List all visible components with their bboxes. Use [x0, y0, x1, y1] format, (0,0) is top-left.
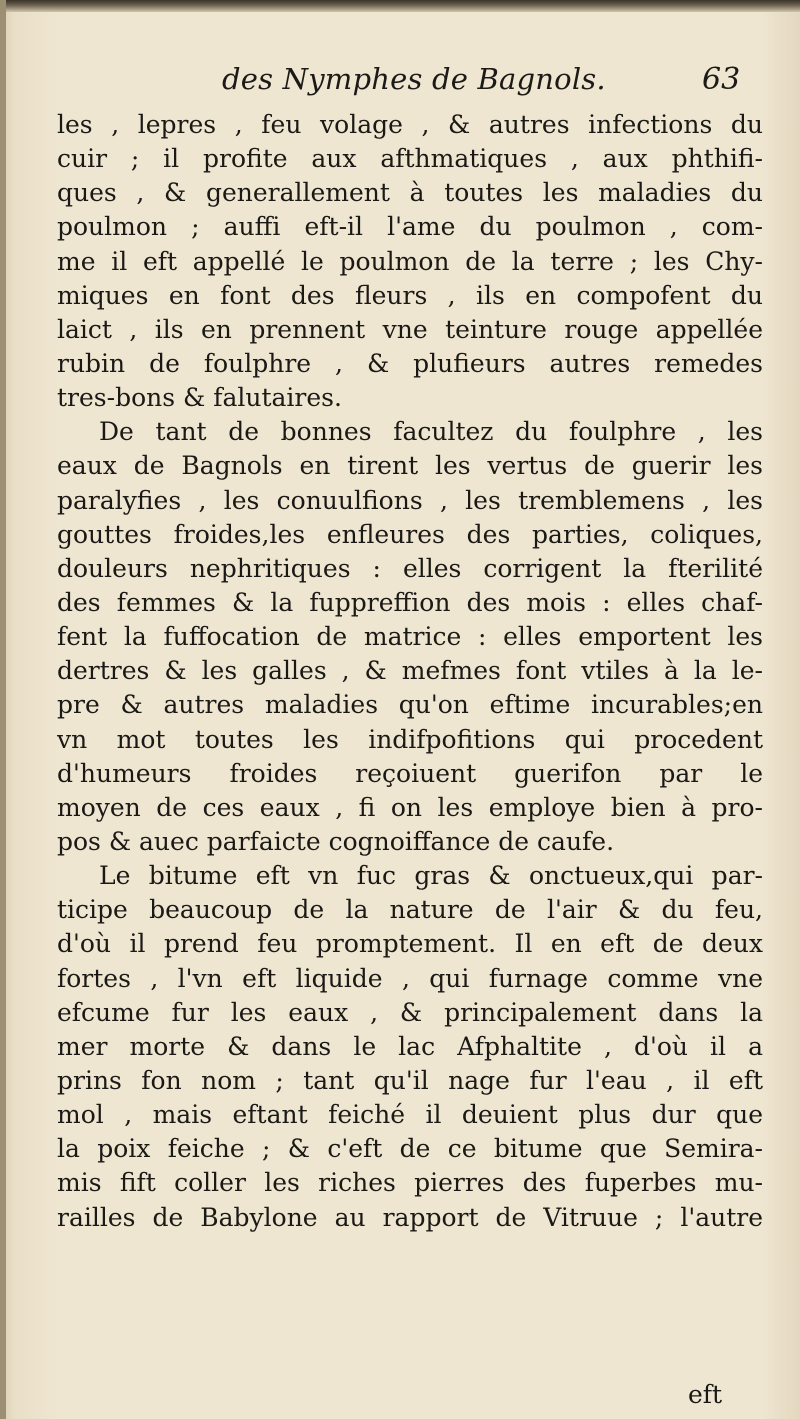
text-line: fent la fuffocation de matrice : elles emportent les [57, 622, 763, 652]
text-line: mis fift coller les riches pierres des fuperbes mu- [57, 1168, 763, 1198]
text-line: laict , ils en prennent vne teinture rouge appellée [57, 314, 763, 344]
text-line: Le bitume eft vn fuc gras & onctueux,qui par- [99, 861, 763, 891]
text-line: d'où il prend feu promptement. Il en eft de deux [57, 929, 763, 959]
text-line: gouttes froides,les enfleures des parties, coliques, [57, 519, 763, 549]
text-line: eaux de Bagnols en tirent les vertus de guerir les [57, 451, 763, 481]
running-title: des Nymphes de Bagnols. [222, 62, 606, 96]
text-line: fortes , l'vn eft liquide , qui furnage comme vne [57, 963, 763, 993]
text-line: me il eft appellé le poulmon de la terre ; les Chy- [57, 246, 763, 276]
running-head [0, 62, 800, 102]
text-line: railles de Babylone au rapport de Vitruue ; l'autre [57, 1202, 763, 1232]
text-line: De tant de bonnes facultez du foulphre , les [99, 417, 763, 447]
text-line: dertres & les galles , & mefmes font vtiles à la le- [57, 656, 763, 686]
text-line: pre & autres maladies qu'on eftime incurables;en [57, 690, 763, 720]
text-line: efcume fur les eaux , & principalement dans la [57, 997, 763, 1027]
text-line: mer morte & dans le lac Afphaltite , d'où il a [57, 1031, 763, 1061]
body-text [57, 108, 763, 1235]
text-line: pos & auec parfaicte cognoiffance de caufe. [57, 826, 615, 856]
text-line: vn mot toutes les indifpofitions qui procedent [57, 724, 763, 754]
text-line: moyen de ces eaux , fi on les employe bien à pro- [57, 792, 763, 822]
text-line: ques , & generallement à toutes les maladies du [57, 178, 763, 208]
binding-edge [0, 0, 6, 1419]
text-line: d'humeurs froides reçoiuent guerifon par le [57, 758, 763, 788]
text-line: douleurs nephritiques : elles corrigent la fterilité [57, 553, 763, 583]
text-line: prins fon nom ; tant qu'il nage fur l'eau , il eft [57, 1065, 763, 1095]
text-line: paralyfies , les conuulfions , les tremblemens , les [57, 485, 763, 515]
catchword: eft [688, 1380, 723, 1409]
page-number: 63 [702, 62, 741, 97]
text-line: poulmon ; auffi eft-il l'ame du poulmon , com- [57, 212, 763, 242]
text-line: tres-bons & falutaires. [57, 383, 342, 413]
text-line: des femmes & la fuppreffion des mois : elles chaf- [57, 587, 763, 617]
text-line: cuir ; il profite aux afthmatiques , aux phthifi- [57, 144, 763, 174]
text-line: rubin de foulphre , & plufieurs autres remedes [57, 348, 763, 378]
text-line: la poix feiche ; & c'eft de ce bitume que Semira- [57, 1134, 763, 1164]
top-edge-shadow [0, 0, 800, 12]
text-line: miques en font des fleurs , ils en compofent du [57, 280, 763, 310]
text-line: les , lepres , feu volage , & autres infections du [57, 110, 763, 139]
text-line: ticipe beaucoup de la nature de l'air & du feu, [57, 895, 763, 925]
text-line: mol , mais eftant feiché il deuient plus dur que [57, 1100, 763, 1130]
